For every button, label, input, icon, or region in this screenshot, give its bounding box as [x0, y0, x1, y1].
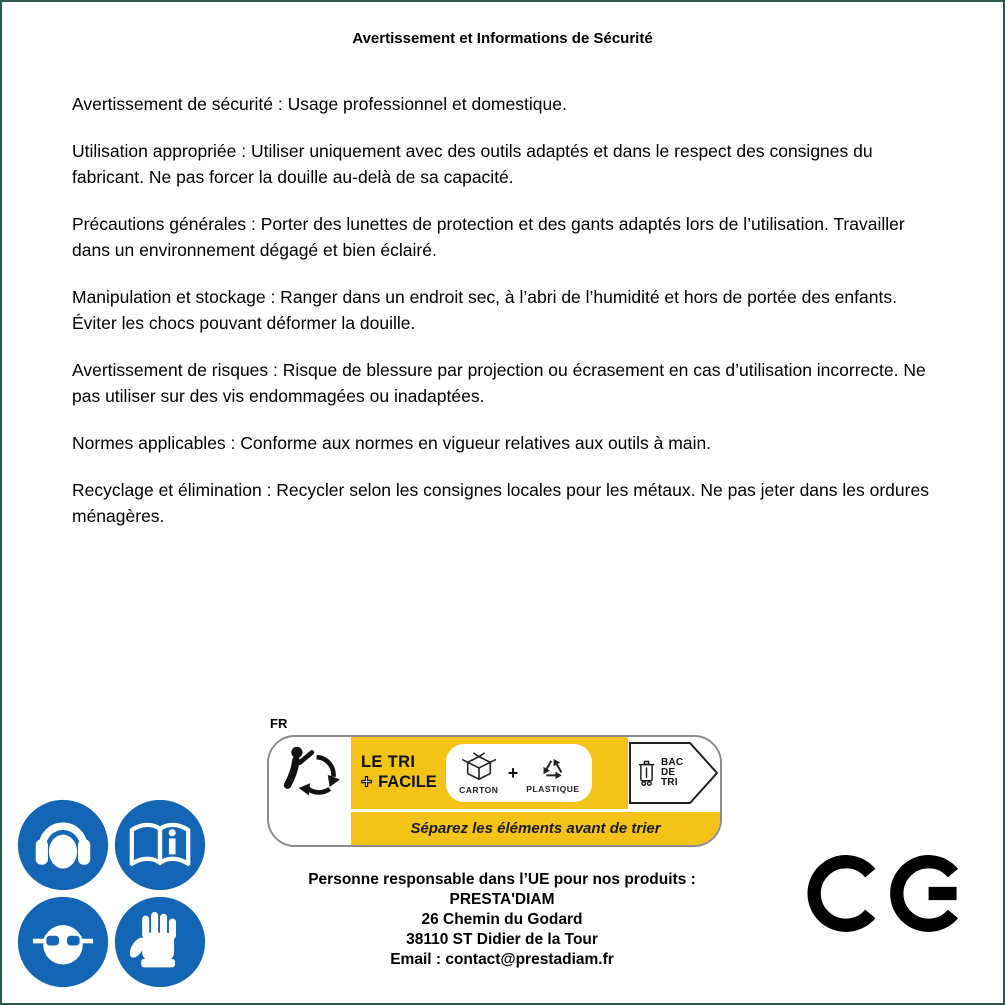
- read-manual-icon: [113, 798, 207, 892]
- page-title: Avertissement et Informations de Sécurité: [352, 30, 653, 47]
- triman-logo-icon: [278, 744, 342, 802]
- company-name: PRESTA'DIAM: [449, 891, 555, 908]
- trash-bin-icon: [636, 758, 657, 788]
- eye-protection-icon: [16, 895, 110, 989]
- address-line-2: 38110 ST Didier de la Tour: [406, 931, 598, 948]
- material-carton: [458, 751, 500, 795]
- paragraph-general-precautions: Précautions générales : Porter des lunettes de protection et des gants adaptés lors de l’utilisation. Travailler dans un environnement dégagé et bien éclairé.: [72, 214, 905, 260]
- plus-separator: +: [507, 762, 519, 783]
- le-tri-facile-headline: [361, 753, 437, 794]
- safety-text-body: [2, 91, 1003, 529]
- paragraph-recycling: Recyclage et élimination : Recycler selon les consignes locales pour les métaux. Ne pas jeter dans les ordures ménagères.: [72, 480, 929, 526]
- facile-label: FACILE: [378, 773, 437, 791]
- mandatory-safety-pictograms: [16, 798, 207, 989]
- plastique-label: PLASTIQUE: [526, 784, 580, 794]
- paragraph-applicable-standards: Normes applicables : Conforme aux normes en vigueur relatives aux outils à main.: [72, 433, 712, 453]
- sort-instruction-strip: [351, 812, 720, 845]
- triman-logo-cell: [269, 737, 351, 809]
- bac-de-tri-flag: [628, 737, 720, 809]
- info-tri-top-row: [269, 737, 720, 809]
- carton-box-icon: [458, 751, 500, 783]
- yellow-band: [351, 737, 628, 809]
- paragraph-risk-warning: Avertissement de risques : Risque de blessure par projection ou écrasement en cas d’utilisation incorrecte. Ne pas utiliser sur des vis endommagées ou inadaptées.: [72, 360, 926, 406]
- bottom-spacer: [269, 812, 351, 845]
- materials-capsule: [446, 744, 592, 802]
- country-code: FR: [270, 716, 288, 731]
- info-tri-label: [267, 735, 722, 847]
- contact-email: Email : contact@prestadiam.fr: [390, 951, 614, 968]
- address-line-1: 26 Chemin du Godard: [421, 911, 583, 928]
- responsible-person-block: [257, 870, 747, 970]
- material-plastique: [526, 752, 579, 794]
- sort-instruction: Séparez les éléments avant de trier: [410, 820, 661, 837]
- recycling-triangle-icon: [537, 752, 569, 782]
- responsible-intro: Personne responsable dans l’UE pour nos produits :: [308, 871, 696, 888]
- paragraph-safety-warning: Avertissement de sécurité : Usage professionnel et domestique.: [72, 94, 567, 114]
- plus-icon: +: [361, 771, 373, 793]
- bac-de-tri-text: BAC DE TRI: [661, 757, 684, 788]
- info-tri-bottom-row: [269, 809, 720, 845]
- hand-protection-icon: [113, 895, 207, 989]
- paragraph-proper-use: Utilisation appropriée : Utiliser uniquement avec des outils adaptés et dans le respect des consignes du fabricant. Ne pas forcer la douille au-delà de sa capacité.: [72, 141, 873, 187]
- paragraph-handling-storage: Manipulation et stockage : Ranger dans un endroit sec, à l’abri de l’humidité et hors de portée des enfants. Éviter les chocs pouvant déformer la douille.: [72, 287, 897, 333]
- carton-label: CARTON: [459, 785, 499, 795]
- ear-protection-icon: [16, 798, 110, 892]
- le-tri-text: LE TRI: [361, 752, 416, 771]
- ce-marking-icon: [800, 849, 972, 938]
